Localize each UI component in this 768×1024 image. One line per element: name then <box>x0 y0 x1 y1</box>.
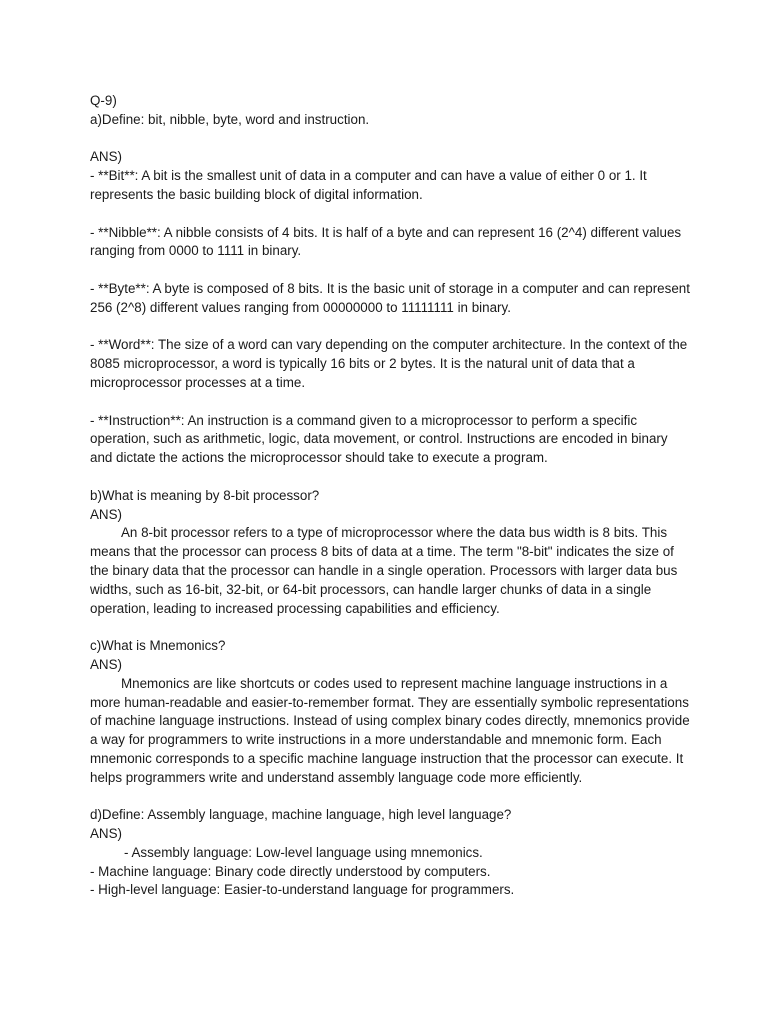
definition-nibble: - **Nibble**: A nibble consists of 4 bits. It is half of a byte and can represent 16 (2^4) different values ranging from 0000 to 1111 in binary. <box>90 224 682 259</box>
definition-word: - **Word**: The size of a word can vary depending on the computer architecture. In the context of the 8085 microprocessor, a word is typically 16 bits or 2 bytes. It is the natural unit of data that a microprocessor processes at a time. <box>90 337 688 390</box>
definition-machine-language: - Machine language: Binary code directly understood by computers. <box>90 863 491 879</box>
definition-instruction: - **Instruction**: An instruction is a command given to a microprocessor to perform a specific operation, such as arithmetic, logic, data movement, or control. Instructions are encoded in binary and dictate the actions the microprocessor should take to execute a program. <box>90 412 668 466</box>
answer-label-a: ANS) <box>90 149 122 165</box>
spacer <box>90 468 690 487</box>
definition-assembly-language: - Assembly language: Low-level language using mnemonics. <box>124 844 483 860</box>
spacer <box>90 130 690 149</box>
document-body <box>90 92 690 900</box>
answer-label-b: ANS) <box>90 506 122 522</box>
answer-c: Mnemonics are like shortcuts or codes used to represent machine language instructions in a more human-readable and easier-to-remember format. They are essentially symbolic representations of machine language instructions. Instead of using complex binary codes directly, mnemonics provide a way for programmers to write instructions in a more understandable and mnemonic form. Each mnemonic corresponds to a specific machine language instruction that the processor can execute. It helps programmers write and understand assembly language code more efficiently. <box>90 675 690 785</box>
spacer <box>90 261 690 280</box>
question-d: d)Define: Assembly language, machine language, high level language? <box>90 807 512 823</box>
question-c: c)What is Mnemonics? <box>90 638 226 654</box>
question-a: a)Define: bit, nibble, byte, word and instruction. <box>90 111 370 127</box>
spacer <box>90 787 690 806</box>
answer-b: An 8-bit processor refers to a type of microprocessor where the data bus width is 8 bits. This means that the processor can process 8 bits of data at a time. The term "8-bit" indicates the size of the binary data that the processor can handle in a single operation. Processors with larger data bus widths, such as 16-bit, 32-bit, or 64-bit processors, can handle larger chunks of data in a single operation, leading to increased processing capabilities and efficiency. <box>90 525 678 616</box>
answer-label-c: ANS) <box>90 656 122 672</box>
definition-high-level-language: - High-level language: Easier-to-understand language for programmers. <box>90 882 515 898</box>
spacer <box>90 205 690 224</box>
answer-label-d: ANS) <box>90 826 122 842</box>
definition-bit: - **Bit**: A bit is the smallest unit of data in a computer and can have a value of either 0 or 1. It represents the basic building block of digital information. <box>90 168 647 202</box>
definition-byte: - **Byte**: A byte is composed of 8 bits. It is the basic unit of storage in a computer and can represent 256 (2^8) different values ranging from 00000000 to 11111111 in binary. <box>90 280 690 315</box>
spacer <box>90 618 690 637</box>
question-b: b)What is meaning by 8-bit processor? <box>90 487 320 503</box>
spacer <box>90 393 690 412</box>
spacer <box>90 318 690 337</box>
question-number: Q-9) <box>90 93 117 108</box>
